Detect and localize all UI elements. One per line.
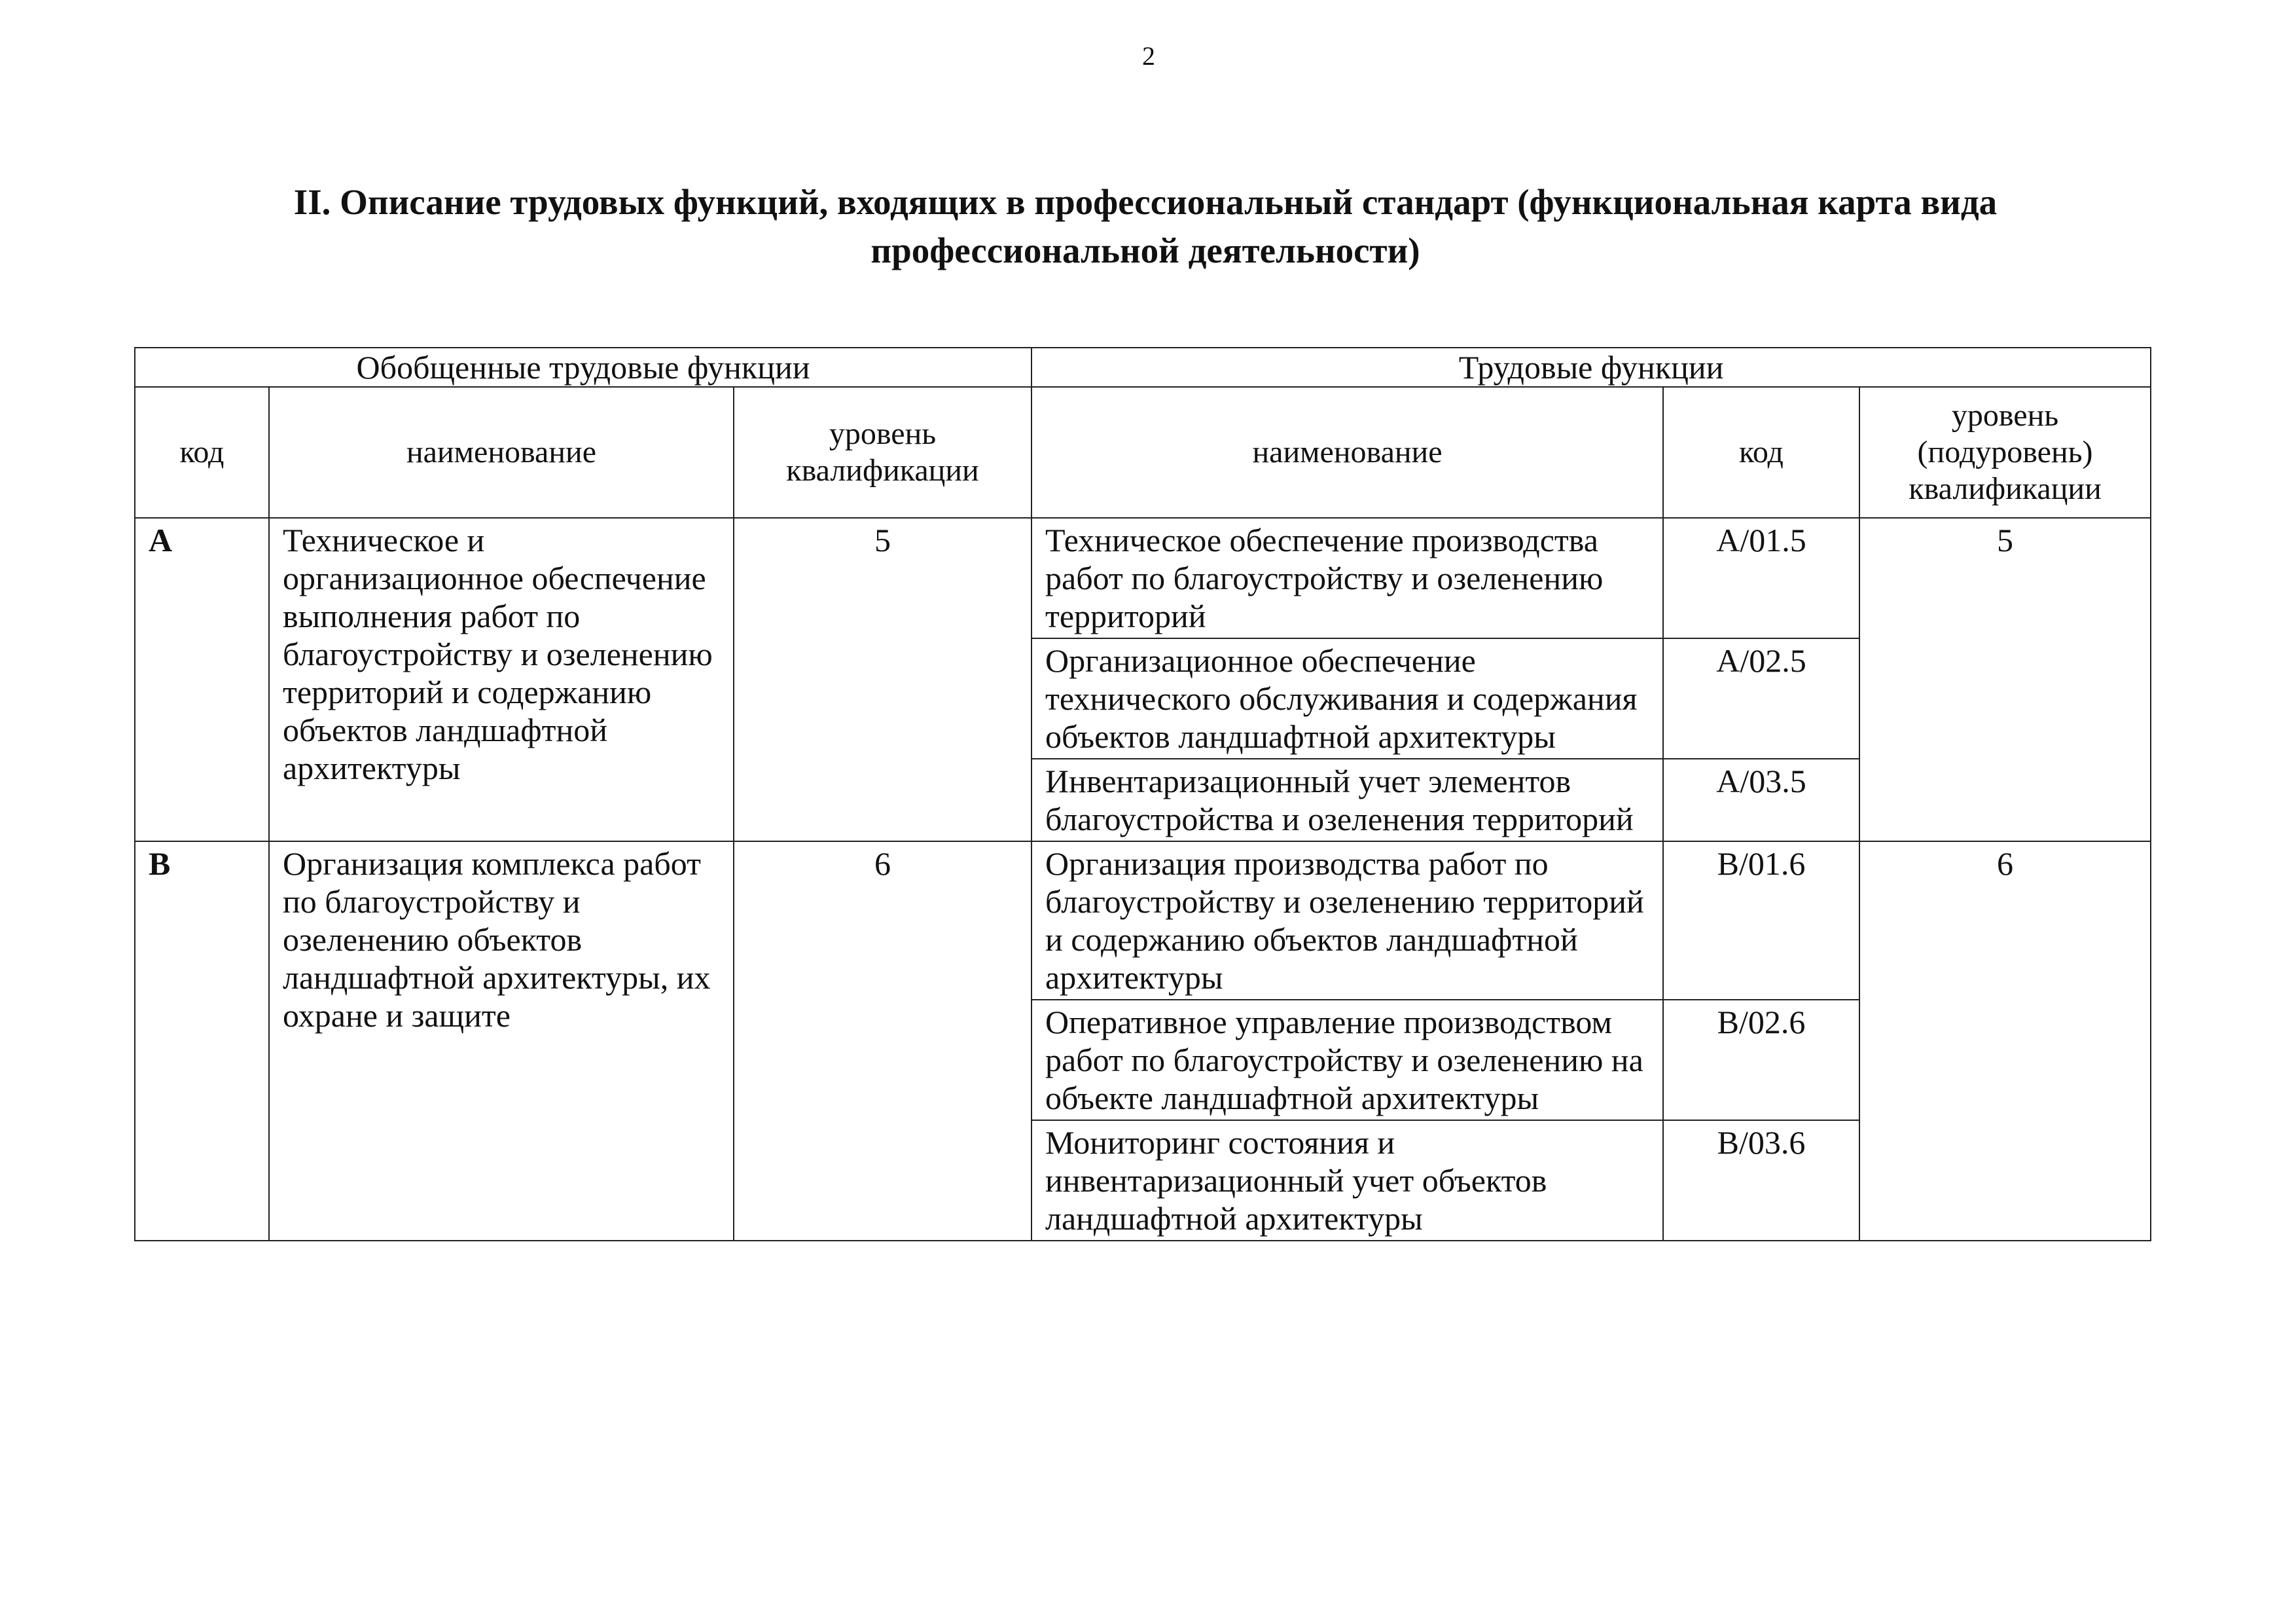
labor-function-code: B/03.6 — [1663, 1120, 1859, 1241]
gen-function-name: Организация комплекса работ по благоустройству и озеленению объектов ландшафтной архитектуры, их охране и защите — [269, 841, 734, 1241]
labor-function-name: Организационное обеспечение технического обслуживания и содержания объектов ландшафтной архитектуры — [1031, 638, 1663, 759]
func-code-header: код — [1663, 387, 1859, 518]
labor-function-name: Организация производства работ по благоустройству и озеленению территорий и содержанию объектов ландшафтной архитектуры — [1031, 841, 1663, 1000]
gen-function-level: 6 — [734, 841, 1031, 1241]
func-level-header: уровень (подуровень) квалификации — [1859, 387, 2151, 518]
gen-name-header: наименование — [269, 387, 734, 518]
gen-function-level: 5 — [734, 518, 1031, 841]
gen-function-code: A — [135, 518, 269, 841]
section-title: II. Описание трудовых функций, входящих в профессиональный стандарт (функциональная карта вида профессиональной деятельности) — [293, 182, 1998, 270]
labor-function-code: B/02.6 — [1663, 1000, 1859, 1120]
gen-code-header: код — [135, 387, 269, 518]
labor-function-code: A/01.5 — [1663, 518, 1859, 638]
gen-function-code: B — [135, 841, 269, 1241]
table-row — [135, 841, 2151, 1000]
gen-level-header: уровень квалификации — [734, 387, 1031, 518]
labor-function-code: B/01.6 — [1663, 841, 1859, 1000]
generalized-functions-header: Обобщенные трудовые функции — [135, 348, 1031, 387]
labor-function-code: A/03.5 — [1663, 759, 1859, 841]
labor-function-name: Инвентаризационный учет элементов благоустройства и озеленения территорий — [1031, 759, 1663, 841]
group-header-row — [135, 348, 2151, 387]
labor-function-name: Техническое обеспечение производства работ по благоустройству и озеленению территорий — [1031, 518, 1663, 638]
labor-function-level: 6 — [1859, 841, 2151, 1241]
table-row — [135, 518, 2151, 638]
labor-functions-header: Трудовые функции — [1031, 348, 2151, 387]
labor-function-code: A/02.5 — [1663, 638, 1859, 759]
labor-function-name: Мониторинг состояния и инвентаризационный учет объектов ландшафтной архитектуры — [1031, 1120, 1663, 1241]
page-number: 2 — [1142, 41, 1155, 71]
functional-map-table — [134, 347, 2151, 1241]
labor-function-level: 5 — [1859, 518, 2151, 841]
gen-function-name: Техническое и организационное обеспечение выполнения работ по благоустройству и озеленению территорий и содержанию объектов ландшафтной архитектуры — [269, 518, 734, 841]
func-name-header: наименование — [1031, 387, 1663, 518]
labor-function-name: Оперативное управление производством работ по благоустройству и озеленению на объекте ландшафтной архитектуры — [1031, 1000, 1663, 1120]
column-header-row — [135, 387, 2151, 518]
